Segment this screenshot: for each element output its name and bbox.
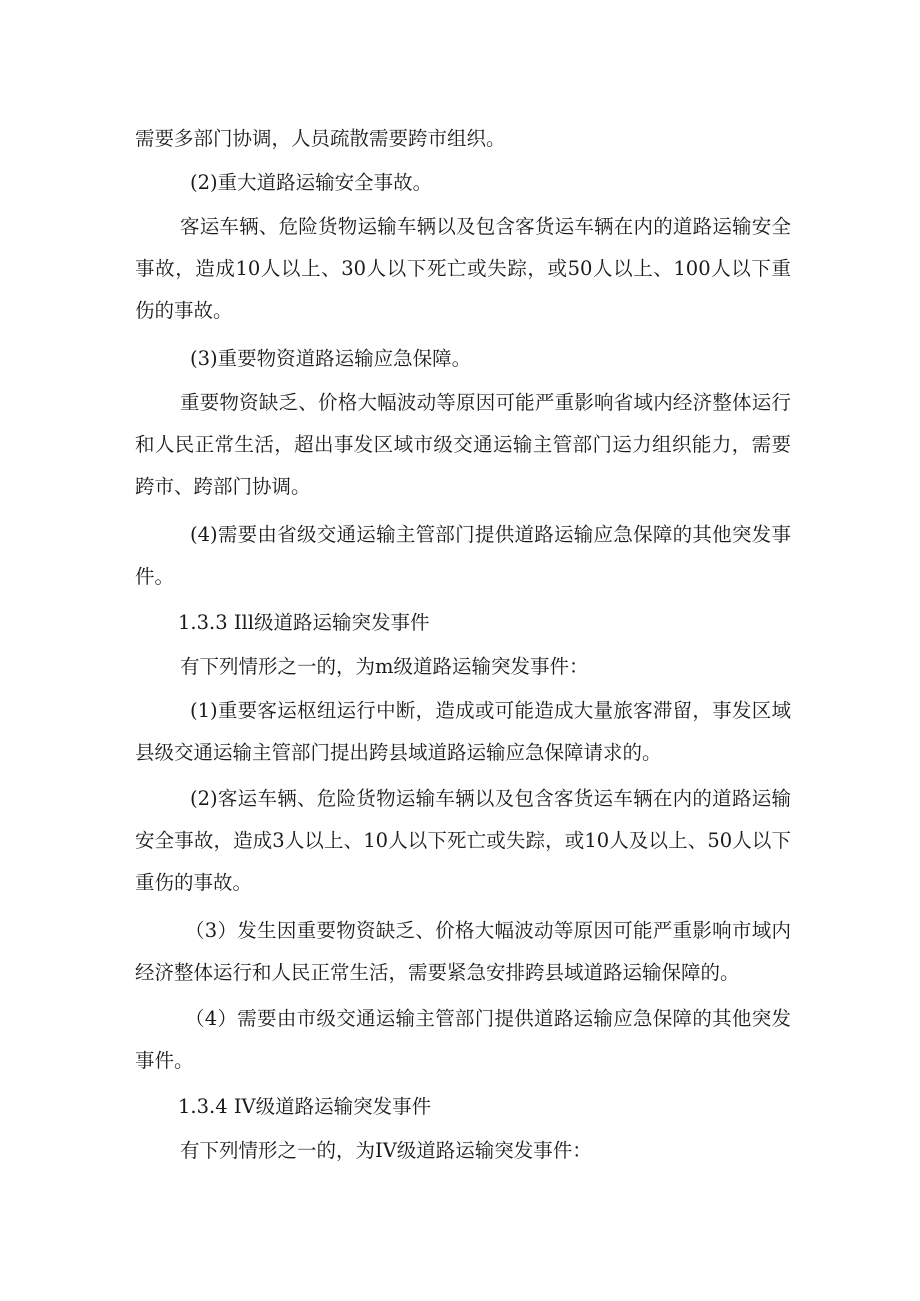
section-heading-1-3-4: 1.3.4 IV级道路运输突发事件 [178,1095,432,1118]
paragraph-item-4: (4)需要由省级交通运输主管部门提供道路运输应急保障的其他突发事件。 [135,523,791,588]
section-heading-1-3-3: 1.3.3 Ill级道路运输突发事件 [178,611,430,634]
paragraph-item-3-body: 重要物资缺乏、价格大幅波动等原因可能严重影响省域内经济整体运行和人民正常生活，超出事发区域市级交通运输主管部门运力组织能力，需要跨市、跨部门协调。 [135,391,791,498]
paragraph-level4-intro: 有下列情形之一的，为IV级道路运输突发事件： [180,1139,592,1162]
paragraph-continuation: 需要多部门协调，人员疏散需要跨市组织。 [135,127,506,150]
paragraph-item-3-title: (3)重要物资道路运输应急保障。 [190,347,472,370]
paragraph-level3-intro: 有下列情形之一的，为m级道路运输突发事件： [180,655,589,678]
paragraph-level3-item-1: (1)重要客运枢纽运行中断，造成或可能造成大量旅客滞留，事发区域县级交通运输主管部门提出跨县域道路运输应急保障请求的。 [135,699,791,764]
paragraph-level3-item-4: （4）需要由市级交通运输主管部门提供道路运输应急保障的其他突发事件。 [135,1007,791,1072]
paragraph-item-2-title: (2)重大道路运输安全事故。 [190,171,433,194]
paragraph-level3-item-2: (2)客运车辆、危险货物运输车辆以及包含客货运车辆在内的道路运输安全事故，造成3人以上、10人以下死亡或失踪，或10人及以上、50人以下重伤的事故。 [135,787,791,894]
paragraph-item-2-body: 客运车辆、危险货物运输车辆以及包含客货运车辆在内的道路运输安全事故，造成10人以上、30人以下死亡或失踪，或50人以上、100人以下重伤的事故。 [135,215,791,322]
paragraph-level3-item-3: （3）发生因重要物资缺乏、价格大幅波动等原因可能严重影响市域内经济整体运行和人民正常生活，需要紧急安排跨县域道路运输保障的。 [135,919,791,984]
